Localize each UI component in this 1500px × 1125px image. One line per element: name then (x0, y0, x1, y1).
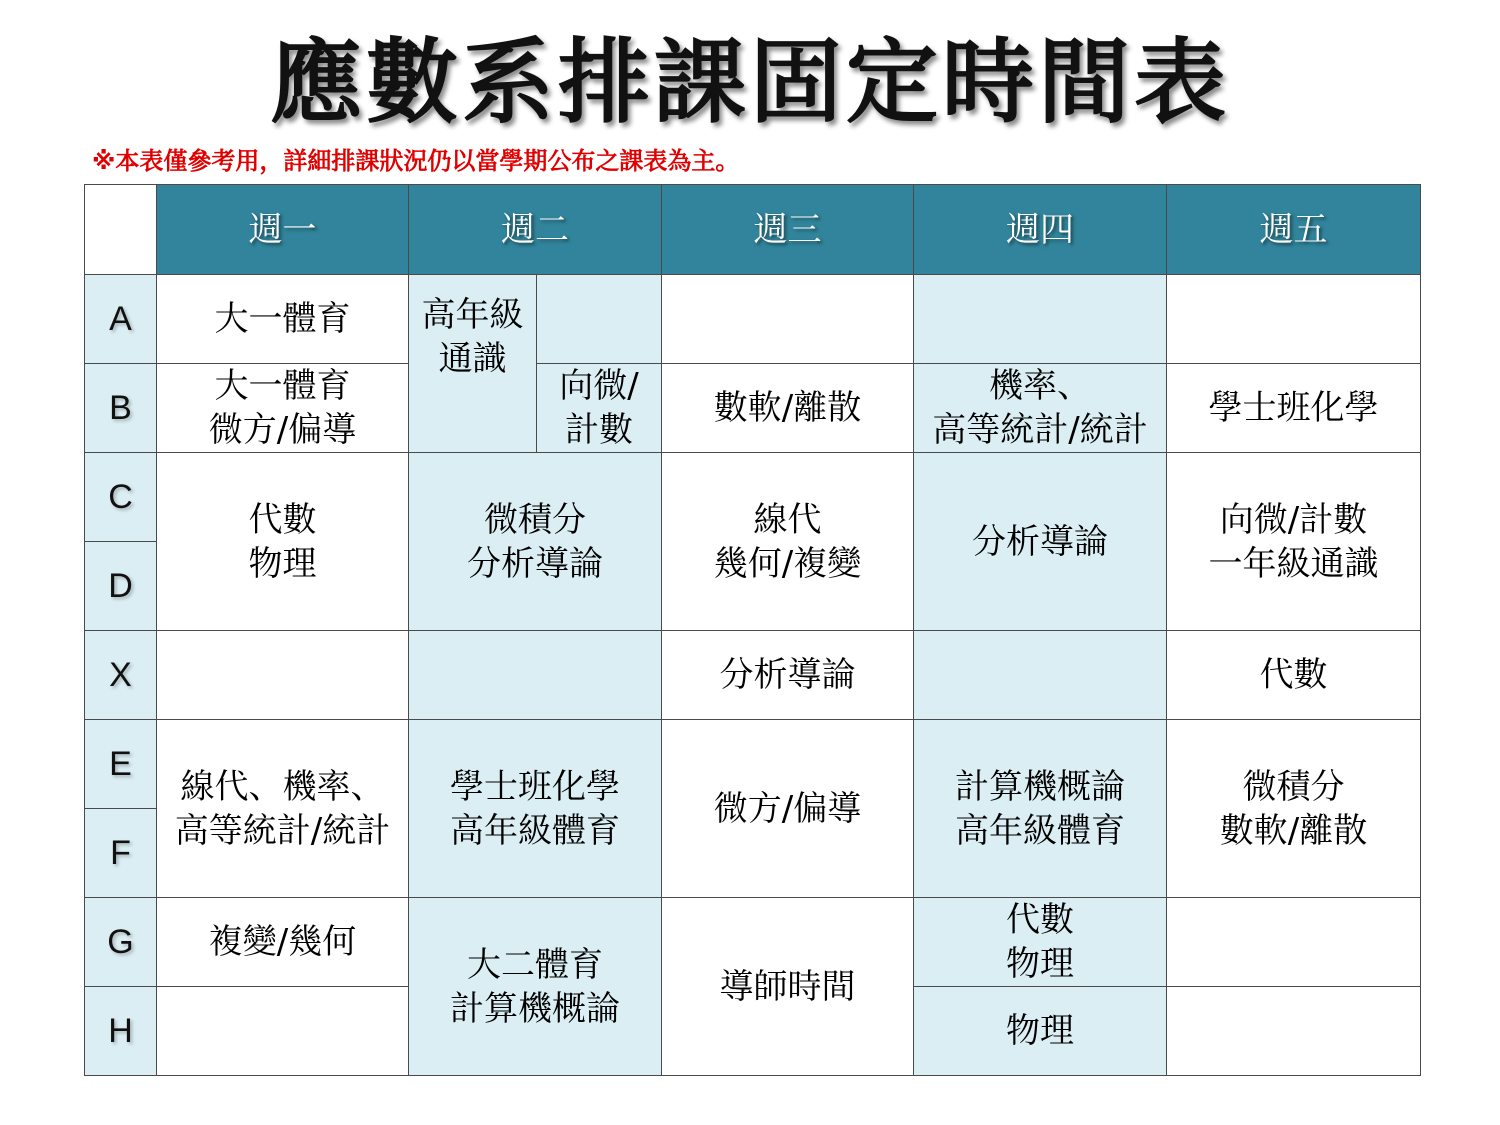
period-label-g: G (85, 898, 157, 987)
cell-mon-a (157, 275, 409, 364)
cell-mon-g (157, 898, 409, 987)
course-line: 高年級體育 (450, 810, 620, 851)
cell-thu-g (914, 898, 1167, 987)
cell-tue-b-right (537, 364, 662, 453)
cell-fri-h (1167, 987, 1421, 1076)
period-label-b: B (85, 364, 157, 453)
course-line: 代數 (1259, 655, 1328, 695)
cell-thu-a (914, 275, 1167, 364)
course-line: 高年級體育 (955, 810, 1125, 851)
course-line: 大一體育 (214, 299, 351, 339)
course-line: 通識 (438, 339, 507, 379)
course-line: 分析導論 (719, 655, 856, 695)
cell-wed-b (662, 364, 914, 453)
course-line: 計數 (565, 410, 633, 450)
cell-tue-ef (409, 720, 662, 898)
course-line: 大二體育 (467, 944, 603, 985)
period-label-a: A (85, 275, 157, 364)
day-header-wed: 週三 (662, 185, 914, 275)
course-line: 線代、機率、 (180, 766, 385, 807)
cell-tue-a-right (537, 275, 662, 364)
cell-thu-h (914, 987, 1167, 1076)
course-line: 向微/ (559, 366, 639, 406)
cell-tue-ab-left (409, 275, 537, 453)
day-header-mon: 週一 (157, 185, 409, 275)
cell-wed-gh (662, 898, 914, 1076)
cell-thu-ef (914, 720, 1167, 898)
cell-mon-cd (157, 453, 409, 631)
page-title: 應數系排課固定時間表 (269, 29, 1230, 136)
course-line: 大一體育 (214, 366, 351, 406)
course-line: 學士班化學 (1208, 388, 1379, 428)
cell-mon-h (157, 987, 409, 1076)
course-line: 一年級通識 (1208, 543, 1379, 584)
cell-fri-b (1167, 364, 1421, 453)
course-line: 高等統計/統計 (174, 810, 391, 851)
cell-fri-x (1167, 631, 1421, 720)
period-label-x: X (85, 631, 157, 720)
reference-notice: ※本表僅參考用，詳細排課狀況仍以當學期公布之課表為主。 (92, 147, 740, 175)
cell-fri-a (1167, 275, 1421, 364)
cell-wed-cd (662, 453, 914, 631)
course-line: 物理 (1006, 944, 1074, 984)
course-line: 代數 (1006, 900, 1074, 940)
schedule-table (84, 184, 1421, 1076)
course-line: 學士班化學 (450, 766, 620, 807)
course-line: 複變/幾何 (208, 922, 357, 962)
cell-mon-b (157, 364, 409, 453)
cell-mon-x (157, 631, 409, 720)
course-line: 高年級 (421, 295, 524, 335)
cell-mon-ef (157, 720, 409, 898)
course-line: 微積分 (1242, 766, 1345, 807)
cell-wed-x (662, 631, 914, 720)
period-label-c: C (85, 453, 157, 542)
course-line: 物理 (248, 543, 317, 584)
day-header-tue: 週二 (409, 185, 662, 275)
course-line: 向微/計數 (1219, 499, 1368, 540)
cell-thu-cd (914, 453, 1167, 631)
course-line: 計算機概論 (450, 988, 620, 1029)
course-line: 微方/偏導 (208, 410, 357, 450)
course-line: 高等統計/統計 (932, 410, 1148, 450)
course-line: 數軟/離散 (1219, 810, 1368, 851)
header-corner-cell (85, 185, 157, 275)
cell-fri-g (1167, 898, 1421, 987)
course-line: 分析導論 (972, 521, 1108, 562)
cell-tue-x (409, 631, 662, 720)
course-line: 計算機概論 (955, 766, 1125, 807)
cell-thu-b (914, 364, 1167, 453)
course-line: 幾何/複變 (713, 543, 862, 584)
course-line: 代數 (248, 499, 317, 540)
course-line: 機率、 (989, 366, 1091, 406)
cell-fri-cd (1167, 453, 1421, 631)
cell-wed-ef (662, 720, 914, 898)
period-label-e: E (85, 720, 157, 809)
course-line: 微積分 (484, 499, 586, 540)
period-label-d: D (85, 542, 157, 631)
course-line: 導師時間 (719, 966, 856, 1007)
cell-tue-gh (409, 898, 662, 1076)
course-line: 數軟/離散 (713, 388, 862, 428)
period-label-f: F (85, 809, 157, 898)
cell-tue-cd (409, 453, 662, 631)
cell-wed-a (662, 275, 914, 364)
course-line: 物理 (1006, 1011, 1074, 1051)
day-header-thu: 週四 (914, 185, 1167, 275)
cell-thu-x (914, 631, 1167, 720)
course-line: 微方/偏導 (713, 788, 862, 829)
course-line: 線代 (753, 499, 822, 540)
day-header-fri: 週五 (1167, 185, 1421, 275)
period-label-h: H (85, 987, 157, 1076)
course-line: 分析導論 (467, 543, 603, 584)
cell-fri-ef (1167, 720, 1421, 898)
